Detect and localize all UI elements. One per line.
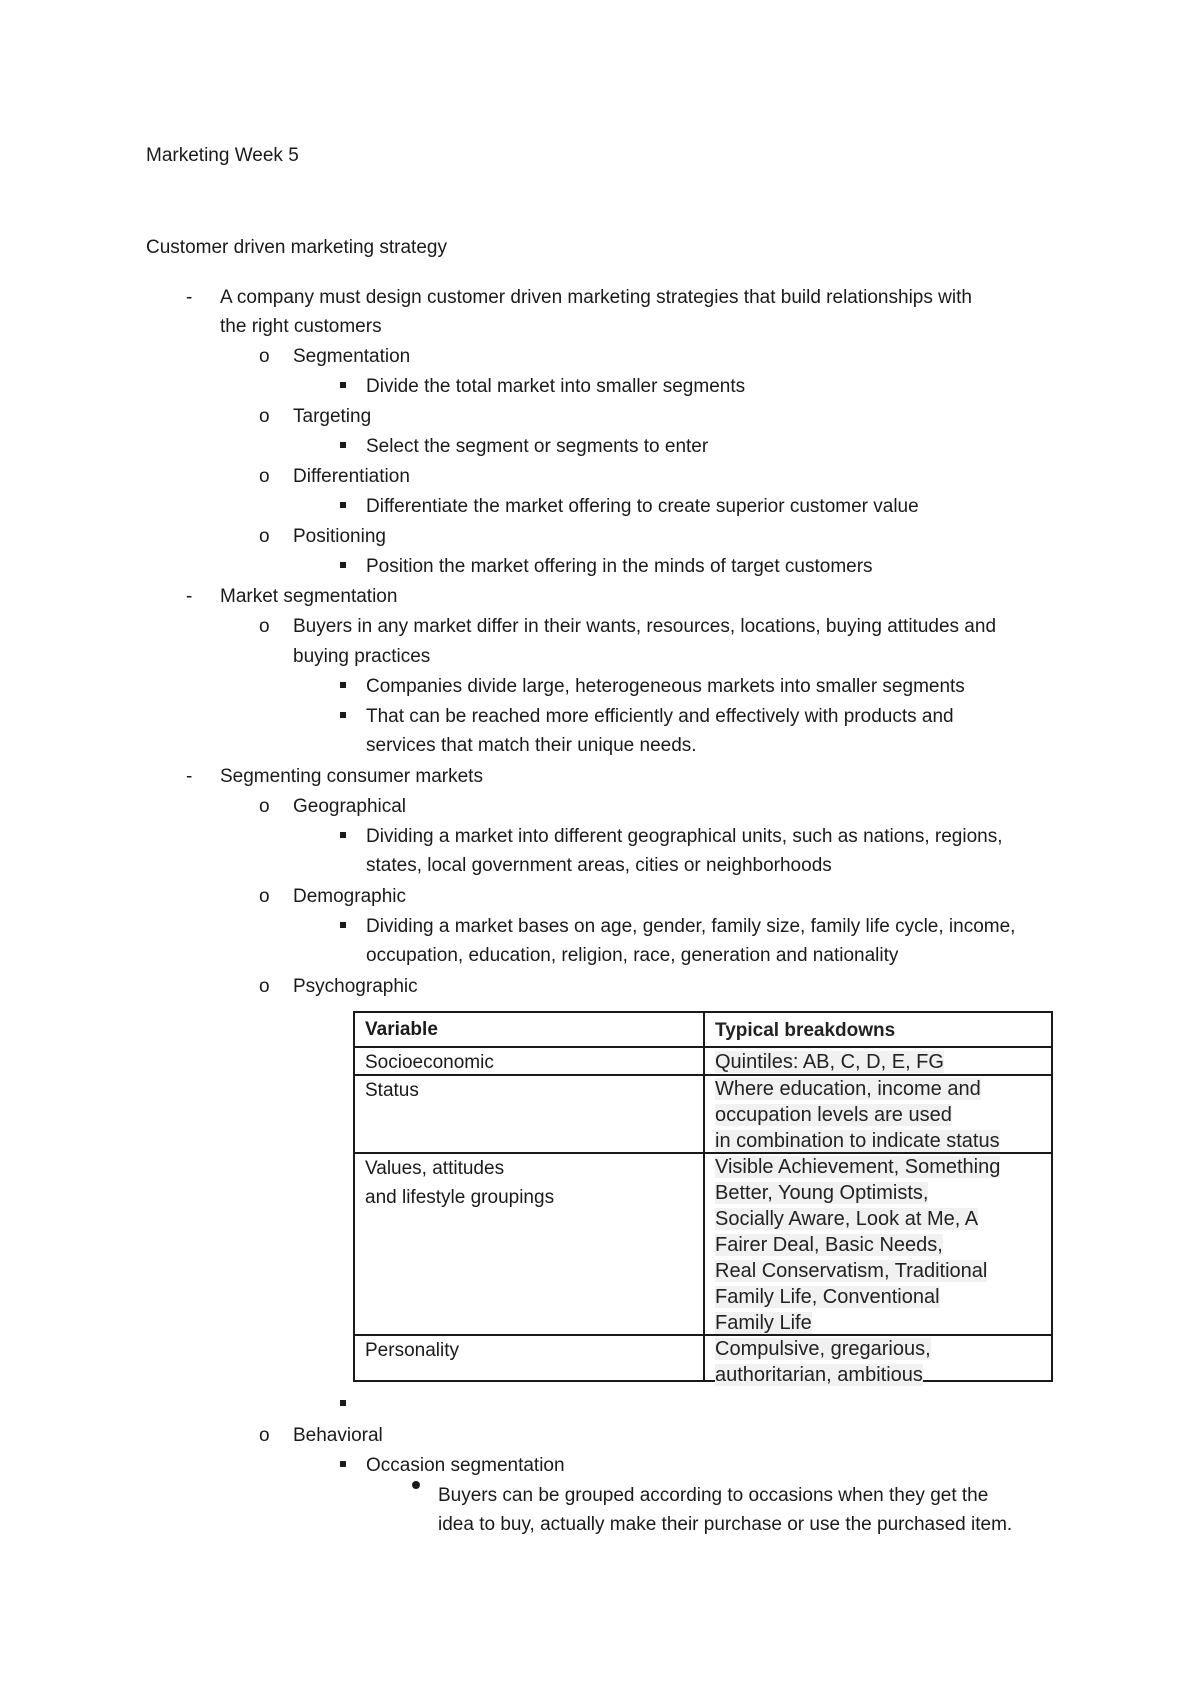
square-bullet bbox=[340, 562, 346, 568]
sub-bullet-segmentation: Segmentation bbox=[293, 346, 411, 367]
circle-marker: o bbox=[259, 976, 270, 997]
detail-geographical-cont: states, local government areas, cities or neighborhoods bbox=[366, 855, 832, 876]
circle-marker: o bbox=[259, 466, 270, 487]
sub-bullet-targeting: Targeting bbox=[293, 406, 372, 427]
square-bullet bbox=[340, 502, 346, 508]
detail-occasion: Occasion segmentation bbox=[366, 1455, 565, 1476]
detail-targeting: Select the segment or segments to enter bbox=[366, 436, 709, 457]
bullet-segmenting-consumer: Segmenting consumer markets bbox=[220, 766, 483, 787]
square-bullet bbox=[340, 712, 346, 718]
table-row bbox=[355, 1152, 1051, 1336]
document-title: Marketing Week 5 bbox=[146, 145, 299, 166]
dash-marker: - bbox=[186, 766, 193, 787]
sub-bullet-demographic: Demographic bbox=[293, 886, 406, 907]
square-bullet bbox=[340, 1400, 346, 1406]
square-bullet bbox=[340, 682, 346, 688]
psychographic-table bbox=[353, 1011, 1053, 1386]
bullet-text: A company must design customer driven marketing strategies that build relationships with bbox=[220, 287, 972, 308]
sub-bullet-geographical: Geographical bbox=[293, 796, 407, 817]
table-cell-breakdown: Visible Achievement, Something Better, Young Optimists, Socially Aware, Look at Me, A Fairer Deal, Basic Needs, Real Conservatism, Traditional Family Life, Conventional Family Life bbox=[715, 1156, 1001, 1334]
table-row bbox=[355, 1074, 1051, 1152]
detail-reach-cont: services that match their unique needs. bbox=[366, 735, 697, 756]
detail-positioning: Position the market offering in the minds of target customers bbox=[366, 556, 873, 577]
table-row bbox=[355, 1046, 1051, 1074]
circle-marker: o bbox=[259, 886, 270, 907]
circle-marker: o bbox=[259, 406, 270, 427]
bullet-text-cont: the right customers bbox=[220, 316, 382, 337]
bullet-market-segmentation: Market segmentation bbox=[220, 586, 398, 607]
table-cell-breakdown: Quintiles: AB, C, D, E, FG bbox=[715, 1051, 944, 1073]
detail-differentiation: Differentiate the market offering to create superior customer value bbox=[366, 496, 919, 517]
circle-marker: o bbox=[259, 796, 270, 817]
detail-demographic: Dividing a market bases on age, gender, family size, family life cycle, income, bbox=[366, 916, 1016, 937]
table-cell-variable: Socioeconomic bbox=[365, 1052, 494, 1073]
table-cell-variable: Personality bbox=[365, 1340, 459, 1361]
sub-bullet-behavioral: Behavioral bbox=[293, 1425, 383, 1446]
table-cell-variable: Status bbox=[365, 1080, 419, 1101]
dash-marker: - bbox=[186, 287, 193, 308]
detail-geographical: Dividing a market into different geographical units, such as nations, regions, bbox=[366, 826, 1003, 847]
sub-bullet-buyers-cont: buying practices bbox=[293, 646, 431, 667]
detail-demographic-cont: occupation, education, religion, race, generation and nationality bbox=[366, 945, 899, 966]
circle-marker: o bbox=[259, 616, 270, 637]
detail-reach: That can be reached more efficiently and effectively with products and bbox=[366, 706, 954, 727]
sub-bullet-buyers: Buyers in any market differ in their wants, resources, locations, buying attitudes and bbox=[293, 616, 997, 637]
table-cell-breakdown: Compulsive, gregarious, authoritarian, ambitious bbox=[715, 1338, 931, 1386]
table-header-variable: Variable bbox=[365, 1019, 438, 1040]
table-header-breakdowns: Typical breakdowns bbox=[715, 1020, 896, 1041]
detail-segmentation: Divide the total market into smaller segments bbox=[366, 376, 746, 397]
square-bullet bbox=[340, 832, 346, 838]
square-bullet bbox=[340, 1461, 346, 1467]
circle-marker: o bbox=[259, 346, 270, 367]
square-bullet bbox=[340, 382, 346, 388]
circle-marker: o bbox=[259, 1425, 270, 1446]
dash-marker: - bbox=[186, 586, 193, 607]
detail-companies: Companies divide large, heterogeneous markets into smaller segments bbox=[366, 676, 965, 697]
sub-bullet-positioning: Positioning bbox=[293, 526, 386, 547]
sub-bullet-differentiation: Differentiation bbox=[293, 466, 410, 487]
section-heading: Customer driven marketing strategy bbox=[146, 237, 447, 258]
sub-bullet-psychographic: Psychographic bbox=[293, 976, 418, 997]
round-bullet bbox=[412, 1481, 420, 1489]
detail-occasion-text-cont: idea to buy, actually make their purchase or use the purchased item. bbox=[438, 1514, 1013, 1535]
detail-occasion-text: Buyers can be grouped according to occasions when they get the bbox=[438, 1485, 989, 1506]
square-bullet bbox=[340, 922, 346, 928]
table-cell-variable: Values, attitudes and lifestyle groupings bbox=[365, 1158, 555, 1208]
circle-marker: o bbox=[259, 526, 270, 547]
table-row bbox=[355, 1334, 1051, 1384]
square-bullet bbox=[340, 442, 346, 448]
table-cell-breakdown: Where education, income and occupation levels are used in combination to indicate status bbox=[715, 1078, 1000, 1152]
